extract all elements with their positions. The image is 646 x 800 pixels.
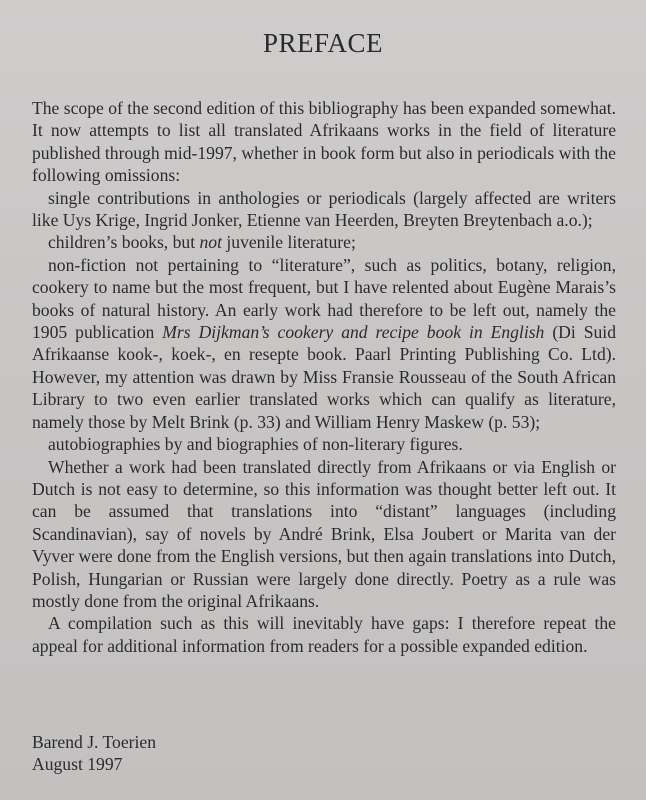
paragraph-text: juvenile literature; bbox=[221, 232, 356, 253]
paragraph-intro: The scope of the second edition of this bibliography has been expanded somewhat. It now attempts to list all translated Afrikaans works in the field of literature published through mid-1997, whether in book form but also in periodicals with the following omissions: bbox=[32, 98, 616, 186]
paragraph-text: non-fiction not pertaining to “literature”, such as politics, botany, religion, cookery to name but the most frequent, but I have relented about Eugène Marais’s books of natural history. An early work had therefore to be left out, namely the 1905 publication bbox=[32, 254, 616, 343]
signature-date: August 1997 bbox=[32, 754, 123, 775]
paragraph-omission-biographies: autobiographies by and biographies of non-literary figures. bbox=[48, 434, 463, 455]
paragraph-omission-non-fiction bbox=[32, 254, 616, 433]
preface-body bbox=[32, 97, 616, 657]
paragraph-omission-childrens-books bbox=[32, 231, 616, 253]
paragraph-text: children’s books, but bbox=[48, 232, 200, 253]
paragraph-compilation-gaps: A compilation such as this will inevitably have gaps: I therefore repeat the appeal for additional information from readers for a possible expanded edition. bbox=[32, 613, 616, 656]
emphasis-text: not bbox=[199, 232, 222, 253]
signature-block bbox=[32, 731, 156, 776]
paragraph-text: (Di Suid Afrikaanse kook-, koek-, en resepte book. Paarl Printing Publishing Co. Ltd). However, my attention was drawn by Miss Fransie Rousseau of the South African Library to two even earlier translated works which can qualify as literature, namely those by Melt Brink (p. 33) and William Henry Maskew (p. 53); bbox=[32, 322, 616, 432]
page-title: PREFACE bbox=[262, 28, 384, 58]
paragraph-translation-source: Whether a work had been translated directly from Afrikaans or via English or Dutch is not easy to determine, so this information was thought better left out. It can be assumed that translations into “distant” languages (including Scandinavian), say of novels by André Brink, Elsa Joubert or Marita van der Vyver were done from the English versions, but then again translations into Dutch, Polish, Hungarian or Russian were largely done directly. Poetry as a rule was mostly done from the original Afrikaans. bbox=[32, 456, 616, 611]
signature-name: Barend J. Toerien bbox=[32, 732, 157, 752]
book-title: Mrs Dijkman’s cookery and recipe book in English bbox=[162, 322, 545, 343]
paragraph-omission-contributions: single contributions in anthologies or periodicals (largely affected are writers like Uys Krige, Ingrid Jonker, Etienne van Heerden, Breyten Breytenbach a.o.); bbox=[32, 187, 616, 231]
